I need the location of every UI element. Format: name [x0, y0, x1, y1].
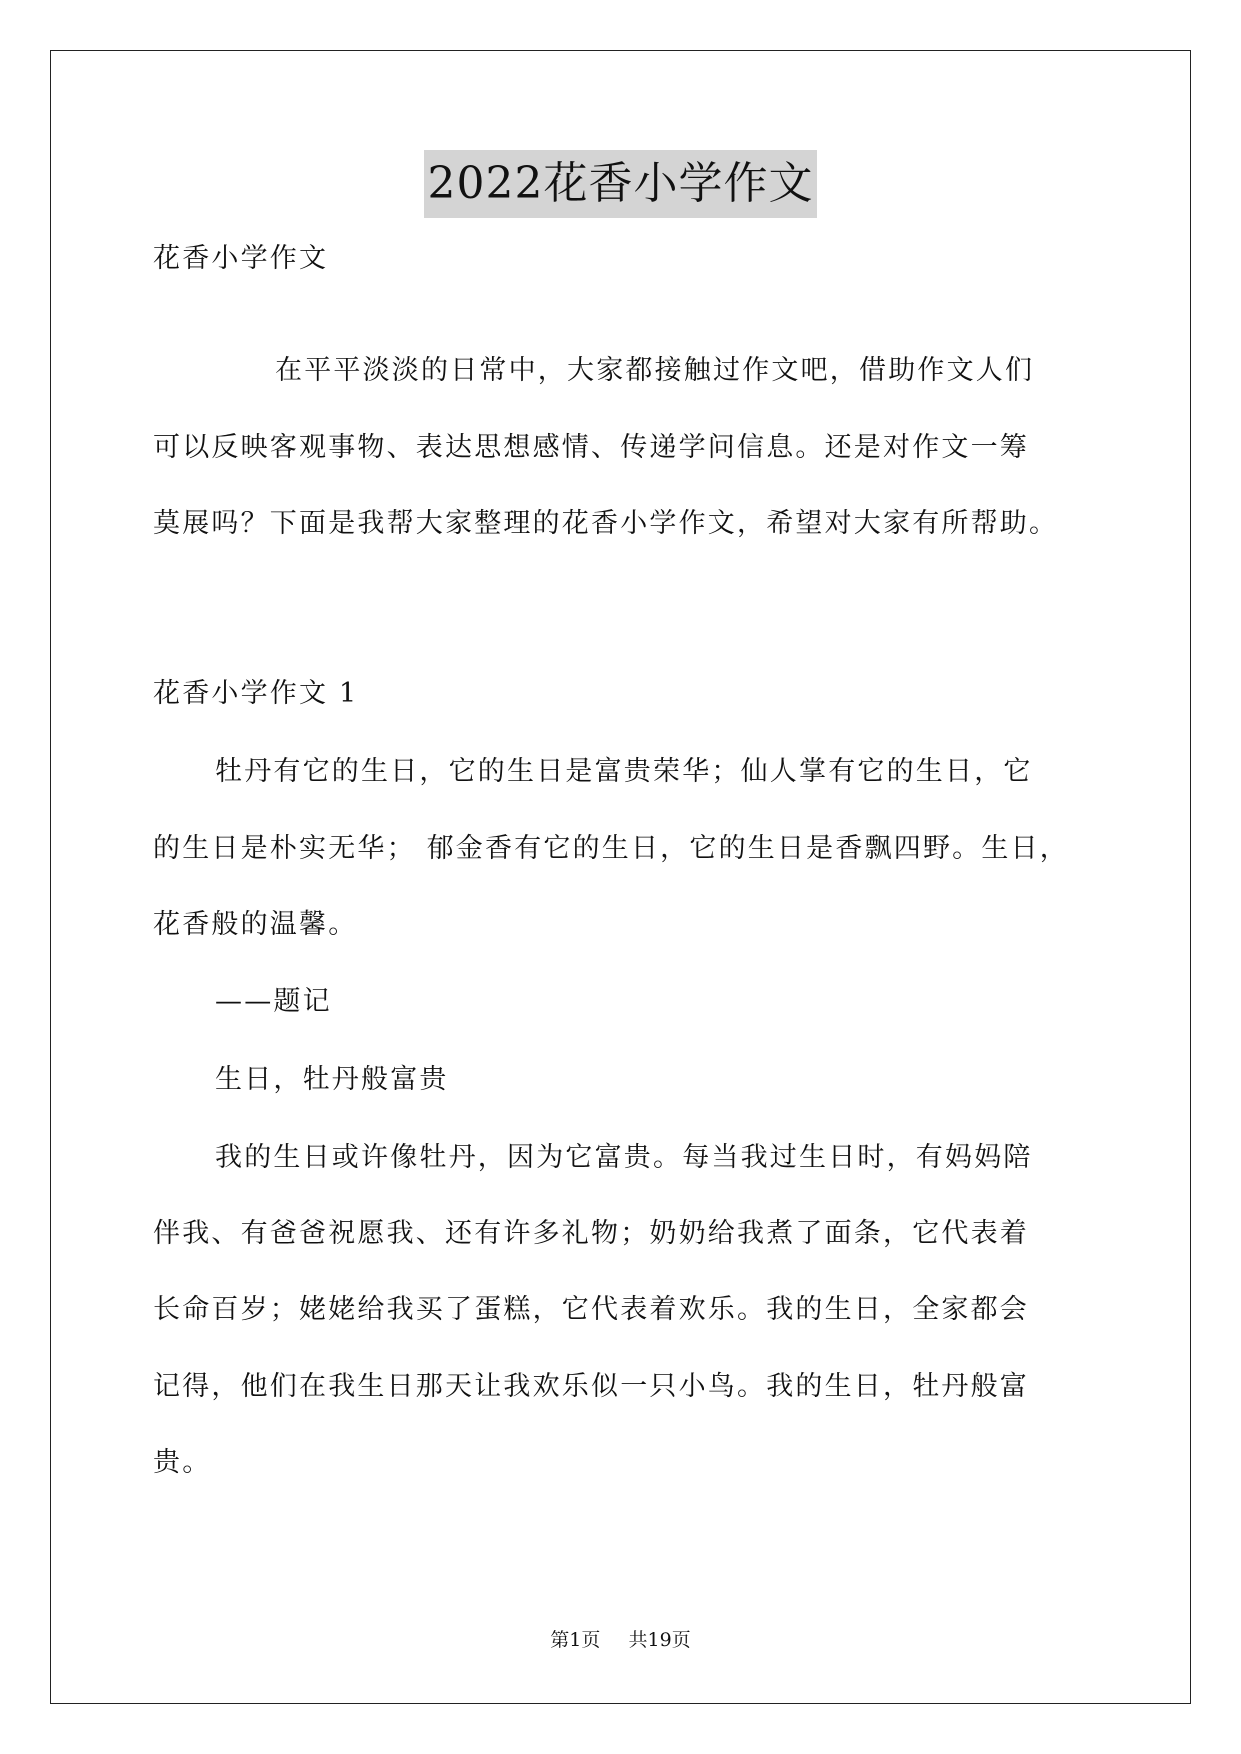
page-number: 第1页: [550, 1629, 601, 1651]
para2-line-3: 长命百岁；姥姥给我买了蛋糕，它代表着欢乐。我的生日，全家都会: [153, 1294, 1029, 1325]
subheading: 生日，牡丹般富贵: [215, 1064, 449, 1095]
page-border: [50, 50, 1191, 1704]
para1-line-2: 的生日是朴实无华； 郁金香有它的生日，它的生日是香飘四野。生日，: [153, 833, 1069, 864]
intro-line-3: 莫展吗？下面是我帮大家整理的花香小学作文，希望对大家有所帮助。: [153, 508, 1059, 539]
para2-line-5: 贵。: [153, 1447, 212, 1478]
page-footer: [0, 1628, 1241, 1652]
para1-line-3: 花香般的温馨。: [153, 909, 358, 940]
epigraph: ——题记: [215, 986, 332, 1017]
title-container: [0, 150, 1241, 218]
intro-line-2: 可以反映客观事物、表达思想感情、传递学问信息。还是对作文一筹: [153, 432, 1029, 463]
document-subtitle: 花香小学作文: [153, 243, 329, 274]
total-pages: 共19页: [628, 1629, 691, 1651]
intro-line-1: 在平平淡淡的日常中，大家都接触过作文吧，借助作文人们: [275, 355, 1035, 386]
para2-line-4: 记得，他们在我生日那天让我欢乐似一只小鸟。我的生日，牡丹般富: [153, 1371, 1029, 1402]
para2-line-2: 伴我、有爸爸祝愿我、还有许多礼物；奶奶给我煮了面条，它代表着: [153, 1218, 1029, 1249]
document-title: 2022花香小学作文: [424, 150, 818, 218]
para1-line-1: 牡丹有它的生日，它的生日是富贵荣华；仙人掌有它的生日，它: [215, 756, 1033, 787]
section-heading: 花香小学作文 1: [153, 678, 359, 709]
para2-line-1: 我的生日或许像牡丹，因为它富贵。每当我过生日时，有妈妈陪: [215, 1142, 1033, 1173]
